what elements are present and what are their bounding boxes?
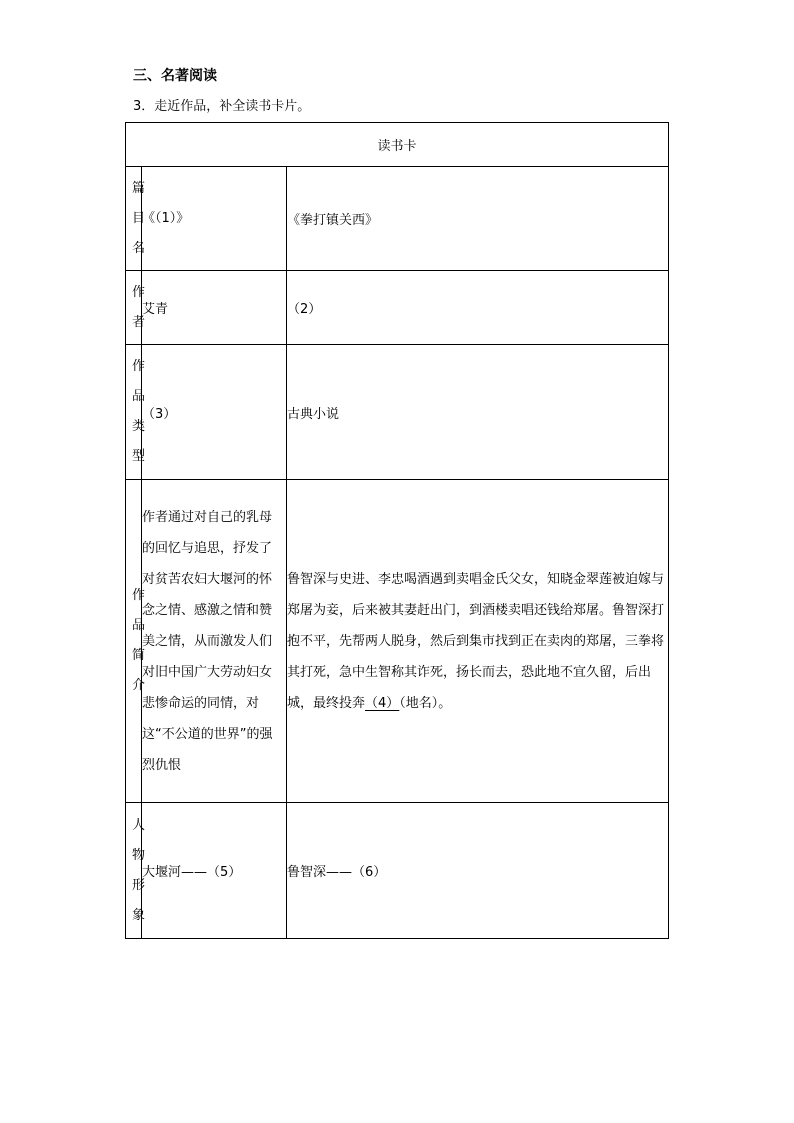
label-char: 品 [132, 389, 146, 404]
fill-blank-4: （4） [365, 695, 400, 711]
cell-text: 艾青 [142, 302, 169, 317]
cell-text: 《（1）》 [142, 211, 190, 226]
summary-suffix: （地名）。 [399, 695, 452, 711]
label-char: 物 [132, 847, 146, 863]
row-label [126, 803, 146, 939]
label-char: 人 [132, 817, 146, 833]
cell-author-known [142, 271, 287, 345]
card-header-row [126, 123, 669, 167]
row-label [126, 167, 146, 271]
cell-text: （3） [142, 406, 177, 422]
label-char: 者 [132, 314, 146, 330]
cell-title-answer [142, 167, 287, 271]
card-header: 读书卡 [126, 123, 669, 167]
question-prompt: 3．走近作品，补全读书卡片。 [133, 99, 311, 114]
cell-summary-left [142, 480, 287, 803]
cell-text: （2） [287, 302, 322, 317]
cell-author-answer [287, 271, 669, 345]
reading-card-table [125, 122, 669, 939]
label-char: 作 [132, 359, 146, 374]
label-char: 篇 [132, 180, 146, 196]
cell-text: 《拳打镇关西》 [287, 213, 379, 228]
label-char: 形 [132, 877, 146, 893]
section-title: 三、名著阅读 [133, 68, 217, 84]
table-row [126, 345, 669, 480]
cell-text: 古典小说 [287, 406, 340, 422]
label-char: 目 [132, 210, 146, 226]
cell-type-answer [142, 345, 287, 480]
label-char: 类 [132, 419, 146, 434]
label-char: 象 [132, 907, 146, 923]
cell-character-right [287, 803, 669, 939]
row-label [126, 480, 146, 803]
label-char: 型 [132, 449, 146, 464]
cell-title-known [287, 167, 669, 271]
table-row [126, 803, 669, 939]
label-char: 介 [132, 678, 146, 693]
table-row [126, 480, 669, 803]
cell-character-left [142, 803, 287, 939]
cell-type-known [287, 345, 669, 480]
label-char: 简 [132, 648, 146, 663]
label-char: 品 [132, 618, 146, 633]
label-char: 名 [132, 240, 146, 256]
table-row [126, 167, 669, 271]
row-label [126, 345, 146, 480]
cell-text: 鲁智深——（6） [287, 865, 387, 880]
summary-text: 鲁智深与史进、李忠喝酒遇到卖唱金氏父女，知晓金翠莲被迫嫁与郑屠为妾，后来被其妻赶出门，到酒楼卖唱还钱给郑屠。鲁智深打抱不平，先帮两人脱身，然后到集市找到正在卖肉的郑屠，三拳将其打死，急中生智称其诈死，扬长而去，恐此地不宜久留，后出城，最终投奔 [287, 571, 665, 711]
table-row [126, 271, 669, 345]
label-char: 作 [132, 284, 146, 300]
summary-text-right [287, 564, 668, 719]
row-label [126, 271, 146, 345]
cell-text: 大堰河——（5） [142, 865, 242, 880]
label-char: 作 [132, 588, 146, 603]
summary-text-left: 作者通过对自己的乳母的回忆与追思，抒发了对贫苦农妇大堰河的怀念之情、感激之情和赞美之情，从而激发人们对旧中国广大劳动妇女悲惨命运的同情，对这“不公道的世界”的强烈仇恨 [142, 509, 273, 773]
cell-summary-right [287, 480, 669, 803]
